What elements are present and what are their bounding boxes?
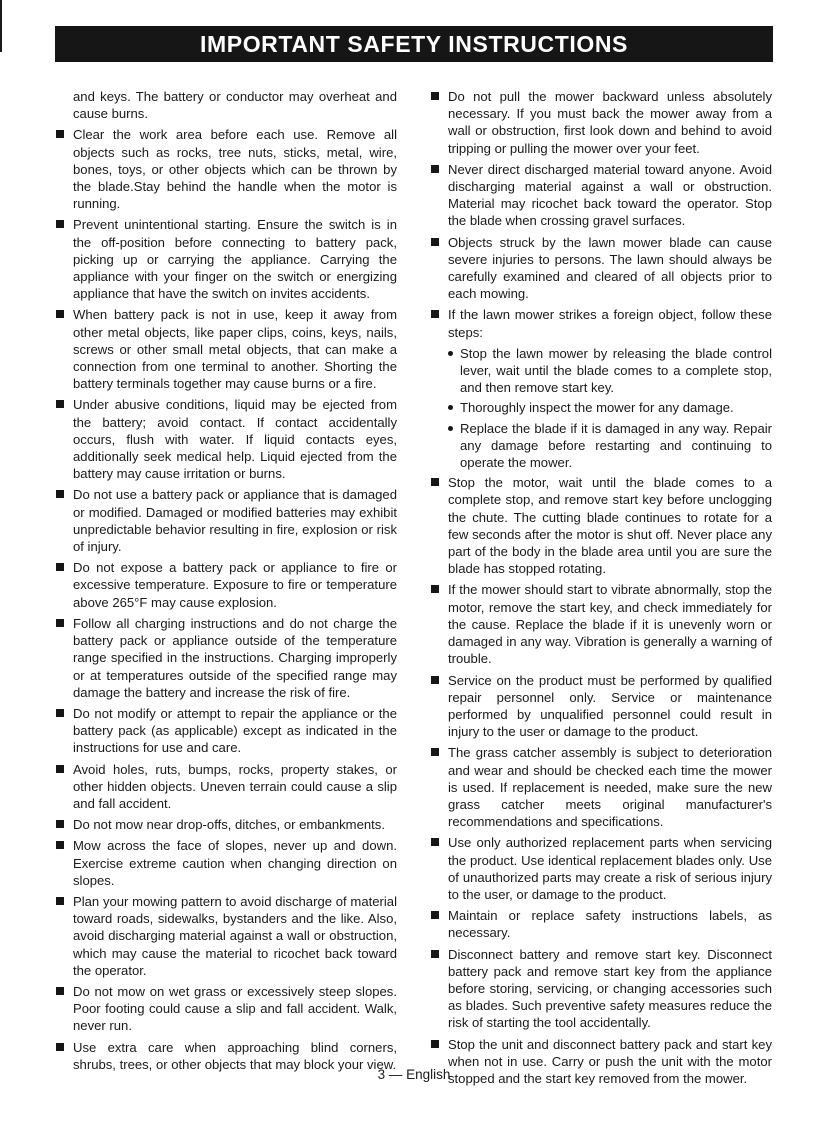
item-text: Stop the motor, wait until the blade comes to a complete stop, and remove start key before unclogging the chute. The cutting blade continues to rotate for a few seconds after the motor is shut off. Never place any part of the body in the blade area until you are sure the blade has stopped rotating. xyxy=(448,475,772,577)
scan-edge-mark xyxy=(0,0,2,52)
item-text: Objects struck by the lawn mower blade can cause severe injuries to persons. The lawn should always be carefully examined and cleared of all objects prior to each mowing. xyxy=(448,234,772,302)
item-text: Do not mow near drop-offs, ditches, or embankments. xyxy=(73,817,385,833)
square-bullet-icon xyxy=(56,220,64,228)
item-text: Follow all charging instructions and do not charge the battery pack or appliance outside of the temperature range specified in the instructions. Charging improperly or at temperatures outside of the specified range may damage the battery and increase the risk of fire. xyxy=(73,615,397,700)
square-bullet-icon xyxy=(431,911,439,919)
item-text: If the mower should start to vibrate abnormally, stop the motor, remove the start key, and check immediately for the cause. Replace the blade if it is unevenly worn or damaged in any way. Vibration is generally a warning of trouble. xyxy=(448,582,772,667)
item-text: If the lawn mower strikes a foreign object, follow these steps: xyxy=(448,307,772,340)
list-item xyxy=(55,837,397,889)
square-bullet-icon xyxy=(431,478,439,486)
square-bullet-icon xyxy=(56,897,64,905)
right-item-list-b xyxy=(430,474,772,1087)
item-text: Never direct discharged material toward anyone. Avoid discharging material against a wall or obstruction. Material may ricochet back toward the operator. Stop the blade when crossing gravel surfaces. xyxy=(448,161,772,229)
item-text: Under abusive conditions, liquid may be ejected from the battery; avoid contact. If contact accidentally occurs, flush with water. If liquid contacts eyes, additionally seek medical help. Liquid ejected from the battery may cause irritation or burns. xyxy=(73,397,397,482)
continuation-text: and keys. The battery or conductor may overheat and cause burns. xyxy=(73,89,397,122)
square-bullet-icon xyxy=(431,676,439,684)
dot-bullet-icon xyxy=(448,351,453,356)
square-bullet-icon xyxy=(56,490,64,498)
list-item xyxy=(430,581,772,667)
sub-item-text: Replace the blade if it is damaged in any way. Repair any damage before restarting and continuing to operate the mower. xyxy=(460,420,772,471)
dot-bullet-icon xyxy=(448,426,453,431)
square-bullet-icon xyxy=(56,310,64,318)
sub-list-item xyxy=(430,345,772,397)
square-bullet-icon xyxy=(431,950,439,958)
square-bullet-icon xyxy=(431,1040,439,1048)
square-bullet-icon xyxy=(56,400,64,408)
list-item xyxy=(55,615,397,701)
header-bar xyxy=(55,26,773,62)
square-bullet-icon xyxy=(431,310,439,318)
square-bullet-icon xyxy=(56,619,64,627)
item-text: Stop the unit and disconnect battery pack and start key when not in use. Carry or push the unit with the motor stopped and the start key removed from the mower. xyxy=(448,1036,772,1086)
item-text: Do not use a battery pack or appliance that is damaged or modified. Damaged or modified batteries may exhibit unpredictable behavior resulting in fire, explosion or risk of injury. xyxy=(73,487,397,555)
square-bullet-icon xyxy=(56,765,64,773)
list-item xyxy=(55,816,397,833)
item-text: Plan your mowing pattern to avoid discharge of material toward roads, sidewalks, bystanders and the like. Also, avoid discharging material against a wall or obstruction, which may cause the material to ricochet back toward the operator. xyxy=(73,893,397,978)
page-title: IMPORTANT SAFETY INSTRUCTIONS xyxy=(200,30,628,57)
list-item xyxy=(55,761,397,813)
item-text: Service on the product must be performed by qualified repair personnel only. Service or maintenance performed by unqualified personnel could result in injury to the user or damage to the product. xyxy=(448,672,772,740)
square-bullet-icon xyxy=(56,709,64,717)
sub-item-text: Thoroughly inspect the mower for any damage. xyxy=(460,400,734,416)
sub-list-item xyxy=(430,399,772,416)
list-item xyxy=(430,834,772,903)
square-bullet-icon xyxy=(431,92,439,100)
list-item xyxy=(430,672,772,741)
item-text: Disconnect battery and remove start key. Disconnect battery pack and remove start key from the appliance before storing, servicing, or changing accessories such as blades. Such preventive safety measures reduce the risk of starting the tool accidentally. xyxy=(448,946,772,1031)
list-item xyxy=(430,907,772,941)
list-item xyxy=(430,234,772,303)
list-item xyxy=(55,893,397,979)
list-item xyxy=(55,486,397,555)
list-item xyxy=(55,216,397,302)
square-bullet-icon xyxy=(431,748,439,756)
item-text: Do not modify or attempt to repair the appliance or the battery pack (as applicable) except as indicated in the instructions for use and care. xyxy=(73,705,397,756)
right-column xyxy=(430,88,772,1091)
item-text: Use only authorized replacement parts when servicing the product. Use identical replacement blades only. Use of unauthorized parts may create a risk of serious injury to the user, or damage to the product. xyxy=(448,835,772,902)
item-text: Do not mow on wet grass or excessively steep slopes. Poor footing could cause a slip and fall accident. Walk, never run. xyxy=(73,983,397,1034)
item-text: Prevent unintentional starting. Ensure the switch is in the off-position before connecting to battery pack, picking up or carrying the appliance. Carrying the appliance with your finger on the switch or energizing appliance that have the switch on invites accidents. xyxy=(73,217,397,302)
dot-bullet-icon xyxy=(448,405,453,410)
item-text: Use extra care when approaching blind corners, shrubs, trees, or other objects that may block your view. xyxy=(73,1039,397,1072)
list-item xyxy=(55,306,397,392)
sub-item-list xyxy=(430,345,772,471)
item-text: Avoid holes, ruts, bumps, rocks, property stakes, or other hidden objects. Uneven terrain could cause a slip and fall accident. xyxy=(73,761,397,811)
page-number: 3 — English xyxy=(377,1067,451,1082)
list-item xyxy=(430,474,772,577)
item-text: Maintain or replace safety instructions labels, as necessary. xyxy=(448,908,772,941)
list-item xyxy=(430,306,772,340)
item-text: Clear the work area before each use. Remove all objects such as rocks, tree nuts, sticks, metal, wire, bones, toys, or other objects which can be thrown by the blade.Stay behind the handle when the motor is running. xyxy=(73,127,397,212)
square-bullet-icon xyxy=(431,238,439,246)
left-item-list xyxy=(55,126,397,1073)
list-item xyxy=(430,88,772,157)
square-bullet-icon xyxy=(56,130,64,138)
list-item xyxy=(430,161,772,230)
item-text: When battery pack is not in use, keep it away from other metal objects, like paper clips, coins, keys, nails, screws or other small metal objects, that can make a connection from one terminal to another. Shorting the battery terminals together may cause burns or a fire. xyxy=(73,307,397,392)
square-bullet-icon xyxy=(56,987,64,995)
list-item xyxy=(55,705,397,757)
item-text: Mow across the face of slopes, never up and down. Exercise extreme caution when changing direction on slopes. xyxy=(73,838,397,888)
left-column xyxy=(55,88,397,1077)
list-item xyxy=(55,396,397,482)
list-item xyxy=(430,946,772,1032)
square-bullet-icon xyxy=(431,838,439,846)
square-bullet-icon xyxy=(431,165,439,173)
item-text: Do not pull the mower backward unless absolutely necessary. If you must back the mower away from a wall or obstruction, first look down and behind to avoid tripping or pulling the mower over your feet. xyxy=(448,89,772,156)
item-text: Do not expose a battery pack or appliance to fire or excessive temperature. Exposure to fire or temperature above 265°F may cause explosion. xyxy=(73,560,397,610)
list-item xyxy=(55,126,397,212)
sub-list-item xyxy=(430,420,772,472)
square-bullet-icon xyxy=(56,820,64,828)
square-bullet-icon xyxy=(56,563,64,571)
list-item xyxy=(55,983,397,1035)
square-bullet-icon xyxy=(56,1043,64,1051)
item-text: The grass catcher assembly is subject to deterioration and wear and should be checked each time the mower is used. If replacement is needed, make sure the new grass catcher meets original manufacturer's recommendations and specifications. xyxy=(448,745,772,830)
list-item xyxy=(430,744,772,830)
square-bullet-icon xyxy=(56,841,64,849)
right-item-list-a xyxy=(430,88,772,341)
square-bullet-icon xyxy=(431,585,439,593)
list-item xyxy=(55,559,397,611)
sub-item-text: Stop the lawn mower by releasing the blade control lever, wait until the blade comes to a complete stop, and then remove start key. xyxy=(460,345,772,396)
